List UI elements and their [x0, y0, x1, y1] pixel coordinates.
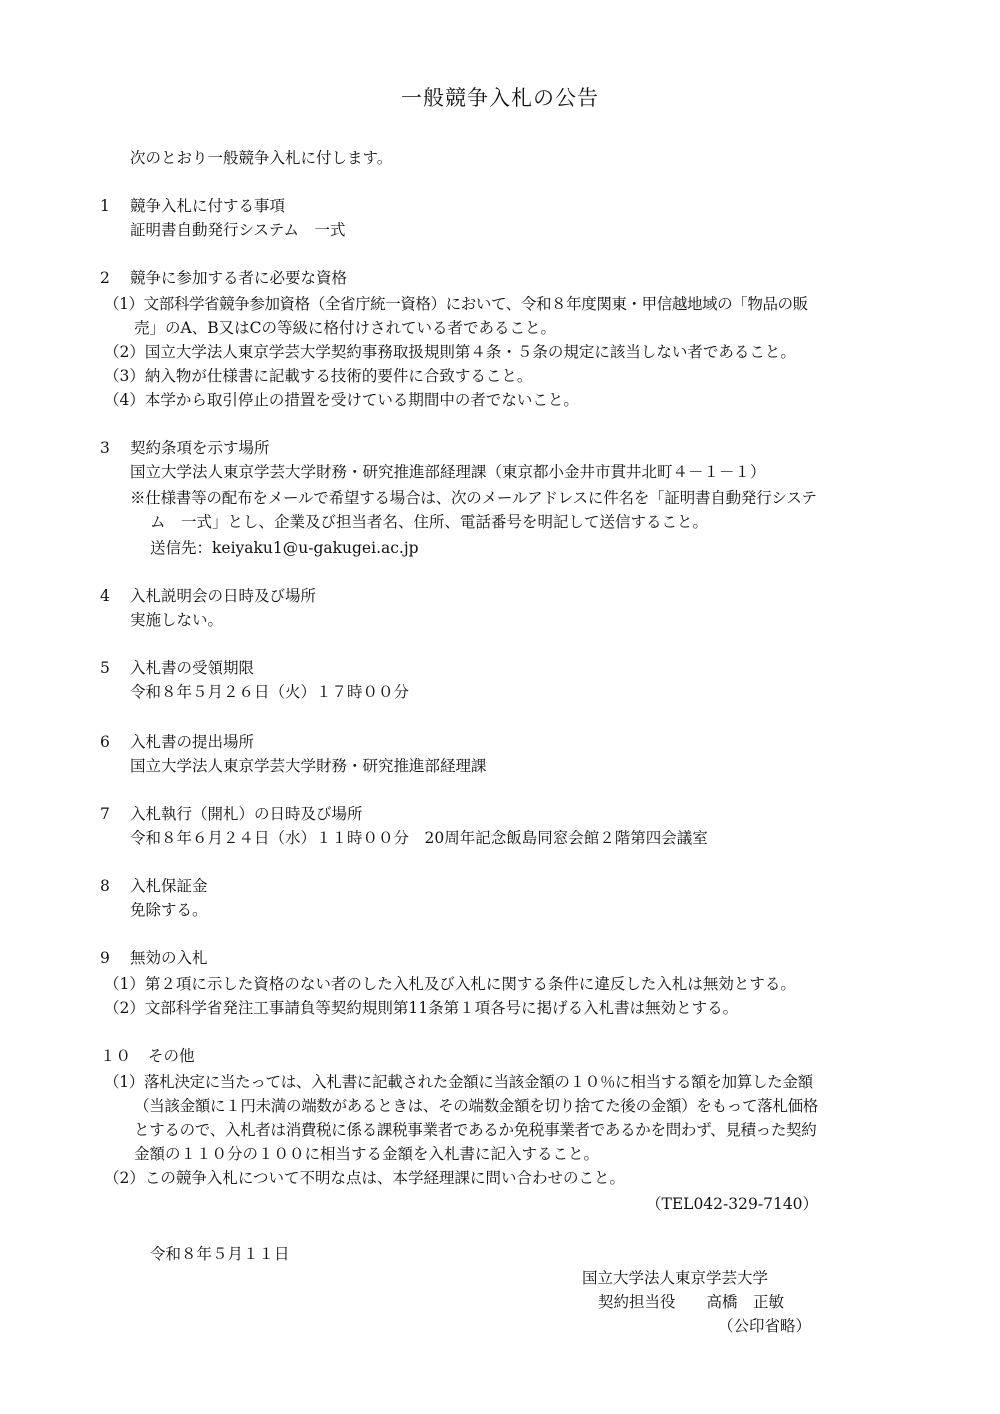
- section-1-heading: 競争入札に付する事項: [130, 197, 286, 215]
- section-10-number: １０: [100, 1047, 132, 1065]
- section-10-heading: その他: [148, 1047, 195, 1065]
- section-1-body: 証明書自動発行システム 一式: [130, 221, 346, 239]
- section-2-item-3: （3）納入物が仕様書に記載する技術的要件に合致すること。: [104, 367, 533, 385]
- issuer-name: 高橋 正敏: [706, 1293, 785, 1311]
- section-10-item-1-line-2: （当該金額に１円未満の端数があるときは、その端数金額を切り捨てた後の金額）をもって落札価格: [134, 1097, 819, 1115]
- section-5-number: 5: [100, 659, 110, 677]
- section-10-item-2: （2）この競争入札について不明な点は、本学経理課に問い合わせのこと。: [104, 1169, 626, 1187]
- section-10-item-1-line-4: 金額の１１０分の１００に相当する金額を入札書に記入すること。: [134, 1145, 600, 1163]
- section-3-heading: 契約条項を示す場所: [130, 439, 270, 457]
- section-2-item-4: （4）本学から取引停止の措置を受けている期間中の者でないこと。: [104, 391, 579, 409]
- intro-text: 次のとおり一般競争入札に付します。: [130, 149, 393, 167]
- section-3-note: ※仕様書等の配布をメールで希望する場合は、次のメールアドレスに件名を「証明書自動発行システ: [130, 489, 817, 507]
- section-9-heading: 無効の入札: [130, 949, 208, 967]
- section-9-item-1: （1）第２項に示した資格のない者のした入札及び入札に関する条件に違反した入札は無効とする。: [104, 975, 796, 993]
- section-7-heading: 入札執行（開札）の日時及び場所: [130, 805, 363, 823]
- section-8-body: 免除する。: [130, 901, 208, 919]
- notice-date: 令和８年５月１１日: [150, 1245, 290, 1263]
- section-3-note-cont: ム 一式」とし、企業及び担当者名、住所、電話番号を明記して送信すること。: [150, 513, 709, 531]
- page-title: 一般競争入札の公告: [401, 86, 599, 110]
- section-3-mail: 送信先：keiyaku1@u-gakugei.ac.jp: [150, 539, 419, 557]
- section-4-heading: 入札説明会の日時及び場所: [130, 587, 317, 605]
- section-6-heading: 入札書の提出場所: [130, 733, 255, 751]
- section-2-item-2: （2）国立大学法人東京学芸大学契約事務取扱規則第４条・５条の規定に該当しない者であること。: [104, 343, 796, 361]
- section-2-number: 2: [100, 269, 110, 287]
- contact-tel: （TEL042-329-7140）: [646, 1195, 819, 1213]
- section-8-number: 8: [100, 877, 110, 895]
- section-10-item-1: （1）落札決定に当たっては、入札書に記載された金額に当該金額の１０％に相当する額を加算した金額: [104, 1073, 813, 1091]
- section-4-body: 実施しない。: [130, 611, 224, 629]
- section-10-item-1-line-3: とするので、入札者は消費税に係る課税事業者であるか免税事業者であるかを問わず、見積った契約: [134, 1121, 817, 1139]
- section-6-body: 国立大学法人東京学芸大学財務・研究推進部経理課: [130, 757, 487, 775]
- section-3-place: 国立大学法人東京学芸大学財務・研究推進部経理課（東京都小金井市貫井北町４－１－１）: [130, 463, 766, 481]
- section-6-number: 6: [100, 733, 110, 751]
- section-2-item-1-cont: 売」のA、B又はCの等級に格付けされている者であること。: [134, 319, 556, 337]
- section-9-item-2: （2）文部科学省発注工事請負等契約規則第11条第１項各号に掲げる入札書は無効とする。: [104, 999, 739, 1017]
- section-7-body: 令和８年６月２４日（水）１１時００分 20周年記念飯島同窓会館２階第四会議室: [130, 829, 708, 847]
- issuer-signatory: [598, 1290, 784, 1314]
- section-7-number: 7: [100, 805, 110, 823]
- issuer-role: 契約担当役: [598, 1293, 676, 1311]
- section-5-heading: 入札書の受領期限: [130, 659, 255, 677]
- seal-note: （公印省略）: [718, 1317, 812, 1335]
- section-3-number: 3: [100, 439, 110, 457]
- section-2-heading: 競争に参加する者に必要な資格: [130, 269, 348, 287]
- section-5-body: 令和８年５月２６日（火）１７時００分: [130, 683, 410, 701]
- section-1-number: 1: [100, 197, 110, 215]
- section-2-item-1: （1）文部科学省競争参加資格（全省庁統一資格）において、令和８年度関東・甲信越地域の「物品の販: [104, 295, 808, 313]
- section-8-heading: 入札保証金: [130, 877, 208, 895]
- issuer-organization: 国立大学法人東京学芸大学: [582, 1269, 769, 1287]
- section-4-number: 4: [100, 587, 110, 605]
- section-9-number: 9: [100, 949, 110, 967]
